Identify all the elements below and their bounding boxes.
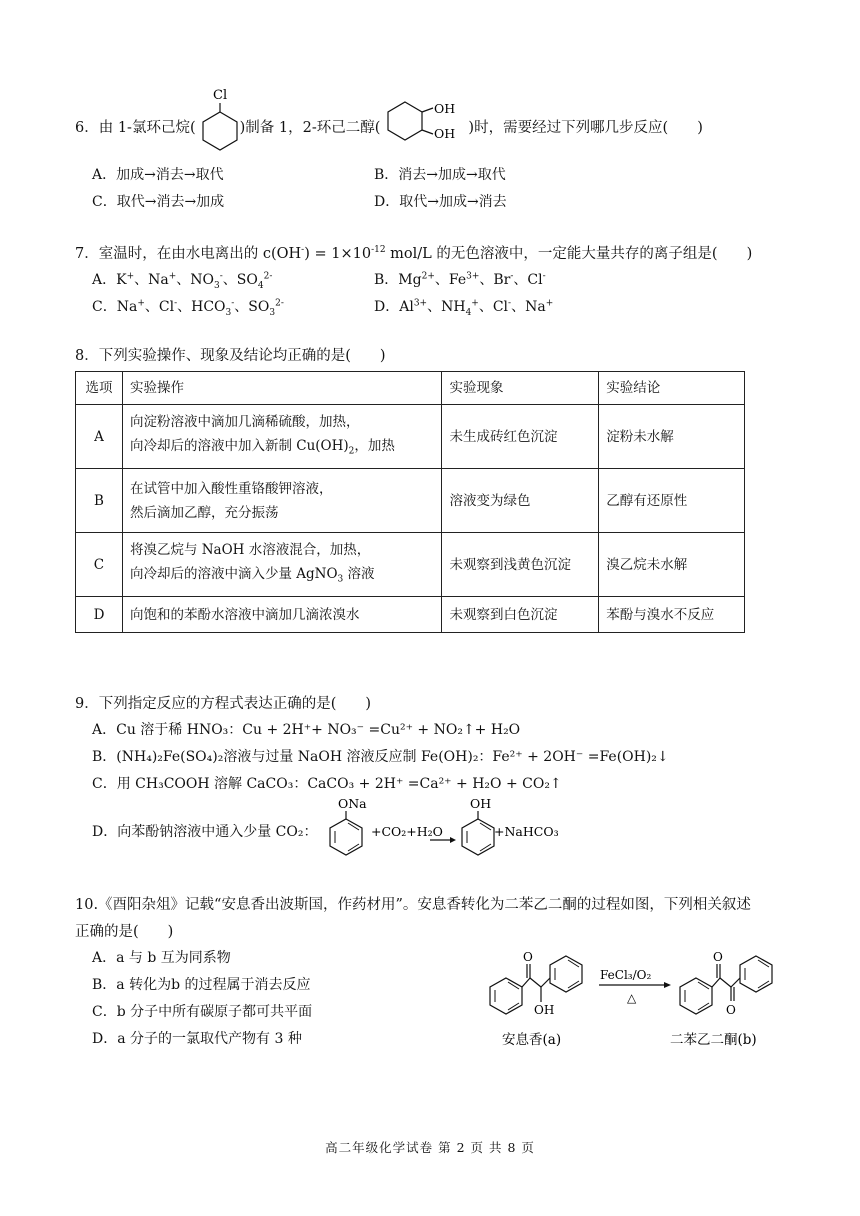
q7-exp: -12 (371, 245, 386, 256)
oh-label: OH (470, 796, 492, 811)
oh-label-a: OH (534, 1003, 555, 1017)
name-a: 安息香(a) (502, 1032, 562, 1048)
q7-stem-c: mol/L 的无色溶液中，一定能大量共存的离子组是( ) (385, 246, 753, 262)
cyclohexanediol-structure (387, 98, 467, 150)
name-b: 二苯乙二酮(b) (670, 1032, 757, 1048)
q9-option-d: D．向苯酚钠溶液中通入少量 CO₂： (92, 824, 318, 840)
q7-sup: - (301, 245, 305, 256)
q9-option-c: C．用 CH₃COOH 溶解 CaCO₃：CaCO₃ + 2H⁺ =Ca²⁺ + H₂O + CO₂↑ (92, 776, 562, 792)
header-phenomenon: 实验现象 (442, 372, 599, 405)
row-operation: 向饱和的苯酚水溶液中滴加几滴浓溴水 (122, 597, 442, 633)
row-option: A (76, 405, 123, 469)
chlorocyclohexane-structure (198, 82, 246, 152)
o-label-b2: O (726, 1003, 736, 1017)
q6-option-a: A．加成→消去→取代 (92, 167, 224, 183)
q10-option-b: B．a 转化为b 的过程属于消去反应 (92, 977, 311, 993)
oh-label-2: OH (434, 126, 456, 141)
row-operation: 向淀粉溶液中滴加几滴稀硫酸，加热， 向冷却后的溶液中加入新制 $Cu(OH)_2$，加热 (122, 405, 442, 469)
o-label-b1: O (713, 950, 723, 964)
q7-option-c: C．Na+、Cl-、$HCO_3^-$、$SO_3^{2-}$ (92, 298, 284, 318)
table-row (76, 597, 745, 633)
row-conclusion: 溴乙烷未水解 (599, 533, 745, 597)
table-row (76, 405, 745, 469)
header-option: 选项 (76, 372, 123, 405)
q6-option-d: D．取代→加成→消去 (374, 194, 507, 210)
row-phenomenon: 未观察到浅黄色沉淀 (442, 533, 599, 597)
row-option: C (76, 533, 123, 597)
q7-stem (75, 242, 752, 263)
q8-table (75, 371, 745, 633)
heat-symbol: △ (627, 991, 637, 1005)
row-option: B (76, 469, 123, 533)
q7-option-d: D．$Al^{3+}$、$NH_4^+$、Cl-、Na+ (374, 298, 554, 318)
q9-option-b: B．(NH₄)₂Fe(SO₄)₂溶液与过量 NaOH 溶液反应制 Fe(OH)₂：Fe²⁺ + 2OH⁻ =Fe(OH)₂↓ (92, 749, 669, 765)
row-conclusion: 淀粉未水解 (599, 405, 745, 469)
q6-text-b: )制备 1，2-环己二醇( (239, 120, 381, 136)
row-conclusion: 苯酚与溴水不反应 (599, 597, 745, 633)
reagent-label: FeCl₃/O₂ (600, 968, 652, 982)
q7-option-b: B．$Mg^{2+}$、$Fe^{3+}$、Br-、Cl- (374, 271, 546, 288)
header-operation: 实验操作 (122, 372, 442, 405)
q9-stem: 9．下列指定反应的方程式表达正确的是( ) (75, 696, 372, 712)
table-header-row (76, 372, 745, 405)
ona-label: ONa (338, 796, 367, 811)
benzoin-oxidation-scheme (484, 944, 784, 1054)
q6-text-a: 6．由 1-氯环己烷( (75, 120, 196, 136)
products-label: +NaHCO₃ (494, 824, 559, 839)
cl-label: Cl (213, 88, 228, 103)
q10-stem-line2: 正确的是( ) (75, 924, 174, 940)
q8-stem: 8．下列实验操作、现象及结论均正确的是( ) (75, 348, 386, 364)
page-footer: 高二年级化学试卷 第 2 页 共 8 页 (325, 1140, 535, 1155)
reactants-label: +CO₂+H₂O (371, 824, 443, 839)
header-conclusion: 实验结论 (599, 372, 745, 405)
table-row (76, 533, 745, 597)
q10-stem-line1: 10.《酉阳杂俎》记载“安息香出波斯国，作药材用”。安息香转化为二苯乙二酮的过程如图，下列相关叙述 (75, 897, 751, 913)
q10-option-c: C．b 分子中所有碳原子都可共平面 (92, 1004, 313, 1020)
row-conclusion: 乙醇有还原性 (599, 469, 745, 533)
phenoxide-reaction-scheme (322, 795, 567, 863)
q7-stem-a: 7．室温时，在由水电离出的 c(OH (75, 246, 302, 262)
q10-option-a: A．a 与 b 互为同系物 (92, 950, 231, 966)
q6-option-b: B．消去→加成→取代 (374, 167, 506, 183)
q6-text-c: )时，需要经过下列哪几步反应( ) (468, 120, 703, 136)
row-operation: 将溴乙烷与 NaOH 水溶液混合，加热， 向冷却后的溶液中滴入少量 AgNO$_3$ 溶液 (122, 533, 442, 597)
q6-option-c: C．取代→消去→加成 (92, 194, 225, 210)
row-operation: 在试管中加入酸性重铬酸钾溶液， 然后滴加乙醇，充分振荡 (122, 469, 442, 533)
q7-option-a: A．K+、Na+、$NO_3^-$、$SO_4^{2-}$ (92, 271, 273, 291)
table-row (76, 469, 745, 533)
row-phenomenon: 溶液变为绿色 (442, 469, 599, 533)
row-phenomenon: 未观察到白色沉淀 (442, 597, 599, 633)
oh-label-1: OH (434, 101, 456, 116)
o-label-a: O (523, 950, 533, 964)
q7-stem-b: ) = 1×10 (304, 246, 372, 262)
row-phenomenon: 未生成砖红色沉淀 (442, 405, 599, 469)
q10-option-d: D．a 分子的一氯取代产物有 3 种 (92, 1031, 302, 1047)
row-option: D (76, 597, 123, 633)
q9-option-a: A．Cu 溶于稀 HNO₃：Cu + 2H⁺+ NO₃⁻ =Cu²⁺ + NO₂↑+ H₂O (92, 722, 521, 738)
